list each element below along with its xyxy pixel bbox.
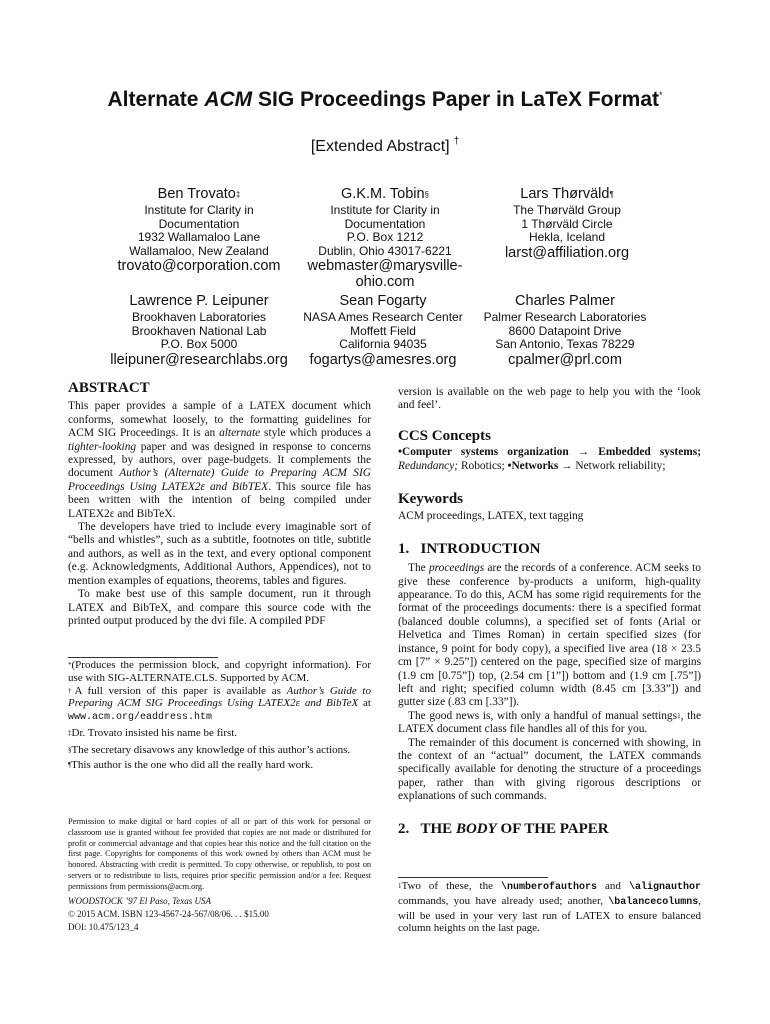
section-heading-introduction: 1. INTRODUCTION xyxy=(398,540,541,557)
footnote-rule xyxy=(398,877,548,878)
author-affiliation: The Thørväld Group xyxy=(513,203,621,217)
abstract-section xyxy=(68,382,371,628)
author-affiliation: Palmer Research Laboratories xyxy=(483,310,647,324)
author-block xyxy=(472,186,662,261)
intro-paragraph: The remainder of this document is concerned with showing, in the context of an “actual” document, the LATEX commands specifically available for denoting the structure of a proceedings paper, rather than with giving rigorous descriptions or explanations of such commands. xyxy=(398,736,701,803)
footnote-url: www.acm.org/eaddress.htm xyxy=(68,712,213,724)
intro-paragraph: The good news is, with only a handful of manual settings$^1$, the LATEX document class file handles all of this for you. xyxy=(398,709,701,736)
author-block xyxy=(104,186,294,274)
author-address: Moffett Field xyxy=(350,323,416,338)
author-name: Sean Fogarty xyxy=(339,293,427,309)
author-affiliation: Brookhaven Laboratories xyxy=(131,310,267,324)
ccs-concepts: •Computer systems organization → Embedded systems; Redundancy; Robotics; •Networks → Network reliability; xyxy=(398,446,701,472)
subtitle-footnote-mark: † xyxy=(453,136,460,147)
author-email: webmaster@marysville-ohio.com xyxy=(307,258,463,290)
author-affiliation: Documentation xyxy=(344,216,426,231)
copyright-line: © 2015 ACM. ISBN 123-4567-24-567/08/06. . . $15.00 xyxy=(68,909,269,920)
author-email: fogartys@amesres.org xyxy=(309,351,457,368)
ccs-heading: CCS Concepts xyxy=(398,427,491,444)
section-heading-body: 2. THE BODY OF THE PAPER xyxy=(398,820,609,837)
author-address: 1932 Wallamaloo Lane xyxy=(137,230,261,244)
abstract-heading: ABSTRACT xyxy=(68,380,150,396)
author-address: Hekla, Iceland xyxy=(528,230,606,244)
author-name: Lawrence P. Leipuner xyxy=(129,293,269,309)
title-footnotes xyxy=(68,659,371,771)
intro-paragraph: The proceedings are the records of a conference. ACM seeks to give these conference by-products a uniform, high-quality appearance. To do this, ACM has some rigid requirements for the format of the proceedings documents: there is a specified format (balanced double columns), a specified set of fonts (Arial or Helvetica and Times Roman) in certain specified sizes (for instance, 9 point for body copy), a specified live area (18 × 23.5 cm [7” × 9.25”]) centered on the page, specified size of margins (1.9 cm [0.75”]) top, (2.54 cm [1”]) bottom and (1.9 cm [.75”]) left and right; specified column width (8.45 cm [3.33”]) and gutter size (.83 cm [.33”]). xyxy=(398,562,702,709)
abstract-paragraph: The developers have tried to include every imaginable sort of “bells and whistles”, such as a subtitle, footnotes on title, subtitle and authors, as well as in the text, and every optional component (e.g. Acknowledgments, Additional Authors, Appendices), not to mention examples of equations, theorems, tables and figures. xyxy=(68,521,371,587)
abstract-paragraph: This paper provides a sample of a LATEX document which conforms, somewhat loosely, to the formatting guidelines for ACM SIG Proceedings. It is an alternate style which produces a tighter-looking paper and was designed in response to concerns expressed, by authors, over page-budgets. It complements the document Author’s (Alternate) Guide to Preparing ACM SIG Proceedings Using LATEX2ε and BibTEX. This source file has been written with the intention of being compiled under LATEX2ε and BibTeX. xyxy=(68,400,372,520)
keywords-heading: Keywords xyxy=(398,491,463,508)
author-email: cpalmer@prl.com xyxy=(508,351,622,368)
paper-subtitle: [Extended Abstract] † xyxy=(310,136,460,155)
author-address: 8600 Datapoint Drive xyxy=(508,323,622,338)
doi-line: DOI: 10.475/123_4 xyxy=(68,922,139,933)
author-affiliation: NASA Ames Research Center xyxy=(303,310,463,324)
permission-block xyxy=(68,817,371,933)
author-affiliation: Brookhaven National Lab xyxy=(131,323,267,338)
author-address: P.O. Box 1212 xyxy=(346,230,424,244)
author-email: larst@affiliation.org xyxy=(504,244,630,261)
keywords-text: ACM proceedings, LATEX, text tagging xyxy=(398,510,584,523)
footnote: *(Produces the permission block, and copyright information). For use with SIG-ALTERNATE.CLS. Supported by ACM. xyxy=(68,659,371,684)
author-affiliation: Institute for Clarity in xyxy=(144,203,254,217)
author-name: Charles Palmer xyxy=(515,293,615,309)
abstract-continuation: version is available on the web page to help you with the ‘look and feel’. xyxy=(398,386,701,412)
author-email: trovato@corporation.com xyxy=(117,258,281,274)
footnote: §The secretary disavows any knowledge of this author’s actions. xyxy=(68,743,351,756)
author-block xyxy=(290,186,480,290)
author-name: Ben Trovato‡ xyxy=(157,186,241,202)
author-address: 1 Thørväld Circle xyxy=(521,216,613,231)
author-name: Lars Thørväld¶ xyxy=(520,186,614,202)
footnote: ‡Dr. Trovato insisted his name be first. xyxy=(68,726,238,739)
abstract-paragraph: To make best use of this sample document, run it through LATEX and BibTeX, and compare this source code with the printed output produced by the dvi file. A compiled PDF xyxy=(68,588,371,627)
author-block xyxy=(104,293,294,368)
footnote-rule xyxy=(68,657,218,658)
permission-text: Permission to make digital or hard copies of all or part of this work for personal or classroom use is granted without fee provided that copies are not made or distributed for profit or commercial advantage and that copies bear this notice and the full citation on the first page. Copyrights for components of this work owned by others than ACM must be honored. Abstracting with credit is permitted. To copy otherwise, or republish, to post on servers or to redistribute to lists, requires prior specific permission and/or a fee. Request permissions from permissions@acm.org. xyxy=(68,817,371,891)
author-affiliation: Institute for Clarity in xyxy=(330,203,440,217)
author-address: P.O. Box 5000 xyxy=(160,337,238,351)
author-email: lleipuner@researchlabs.org xyxy=(110,351,288,368)
right-column xyxy=(398,386,701,836)
footnote: ¶This author is the one who did all the really hard work. xyxy=(68,758,314,771)
author-address: Wallamaloo, New Zealand xyxy=(129,243,269,258)
author-address: California 94035 xyxy=(339,337,427,351)
title-footnote-mark: * xyxy=(659,90,663,100)
intro-footnote xyxy=(398,880,701,935)
venue-line: WOODSTOCK ’97 El Paso, Texas USA xyxy=(68,895,212,906)
footnote: $^1$Two of these, the \numberofauthors and \alignauthor commands, you have already used; another, \balancecolumns, will be used in your very last run of LATEX to ensure balanced column heights on the last page. xyxy=(398,880,701,935)
author-block xyxy=(470,293,660,368)
author-name: G.K.M. Tobin§ xyxy=(341,186,429,202)
footnote: †A full version of this paper is available as Author’s Guide to Preparing ACM SIG Proceedings Using LATEX2ε and BibTeX at www.acm.org/eaddress.htm xyxy=(68,684,371,724)
author-block xyxy=(288,293,478,368)
paper-title: Alternate ACM SIG Proceedings Paper in LaTeX Format* xyxy=(107,88,663,111)
author-address: Dublin, Ohio 43017-6221 xyxy=(318,243,452,258)
author-affiliation: Documentation xyxy=(158,216,240,231)
author-address: San Antonio, Texas 78229 xyxy=(495,337,635,351)
